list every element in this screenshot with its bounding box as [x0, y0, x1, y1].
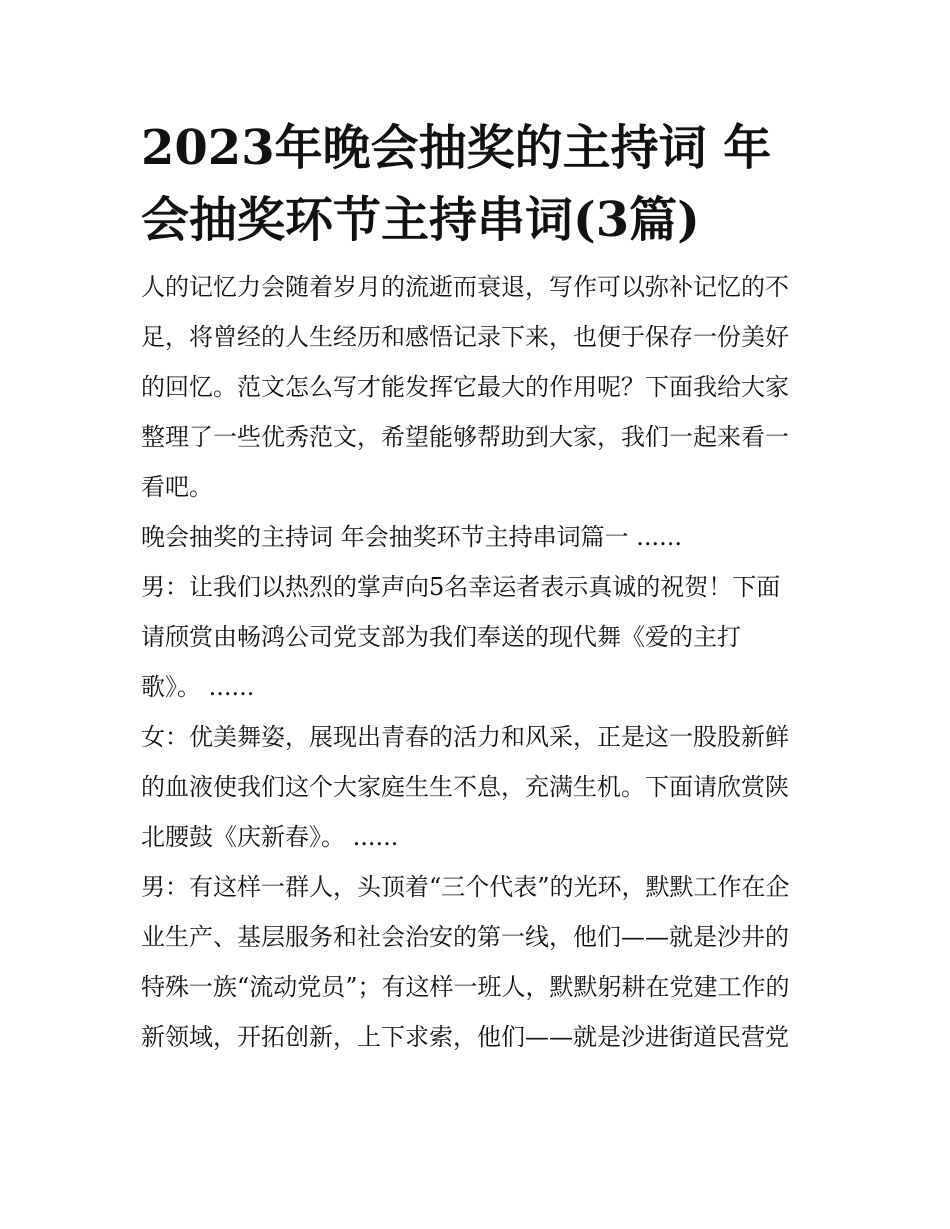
document-title: [141, 112, 813, 256]
text-line: 人的记忆力会随着岁月的流逝而衰退，写作可以弥补记忆的不: [141, 273, 789, 301]
document-content: [141, 112, 813, 1062]
text-line: 的血液使我们这个大家庭生生不息，充满生机。下面请欣赏陕: [141, 773, 789, 801]
text-line: 男：有这样一群人，头顶着“三个代表”的光环，默默工作在企: [141, 873, 790, 901]
text-line: 整理了一些优秀范文，希望能够帮助到大家，我们一起来看一: [141, 423, 789, 451]
dialogue-paragraph-female-1: [141, 712, 813, 862]
text-line: 足，将曾经的人生经历和感悟记录下来，也便于保存一份美好: [141, 323, 789, 351]
text-line: 看吧。: [141, 473, 213, 501]
text-line: 请颀赏由畅鸿公司党支部为我们奉送的现代舞《爱的主打: [141, 623, 741, 651]
title-line: 会抽奖环节主持串词(3篇): [141, 192, 700, 248]
text-line: 女：优美舞姿，展现出青春的活力和风采，正是这一股股新鲜: [141, 723, 789, 751]
dialogue-paragraph-male-1: [141, 562, 813, 712]
dialogue-paragraph-male-2: [141, 862, 813, 1062]
text-line: 特殊一族“流动党员”；有这样一班人，默默躬耕在党建工作的: [141, 973, 790, 1001]
section-heading: [141, 512, 813, 562]
text-line: 北腰鼓《庆新春》。 ......: [141, 823, 399, 851]
text-line: 歌》。 ......: [141, 673, 255, 701]
text-line: 的回忆。范文怎么写才能发挥它最大的作用呢？下面我给大家: [141, 373, 789, 401]
document-body: [141, 262, 813, 1062]
text-line: 新领域，开拓创新，上下求索，他们——就是沙进街道民营党: [141, 1023, 789, 1051]
text-line: 业生产、基层服务和社会治安的第一线，他们——就是沙井的: [141, 923, 789, 951]
text-line: 晚会抽奖的主持词 年会抽奖环节主持串词篇一 ......: [141, 523, 683, 551]
text-line: 男：让我们以热烈的掌声向5名幸运者表示真诚的祝贺！下面: [141, 573, 781, 601]
intro-paragraph: [141, 262, 813, 512]
title-line: 2023年晚会抽奖的主持词 年: [141, 120, 772, 176]
